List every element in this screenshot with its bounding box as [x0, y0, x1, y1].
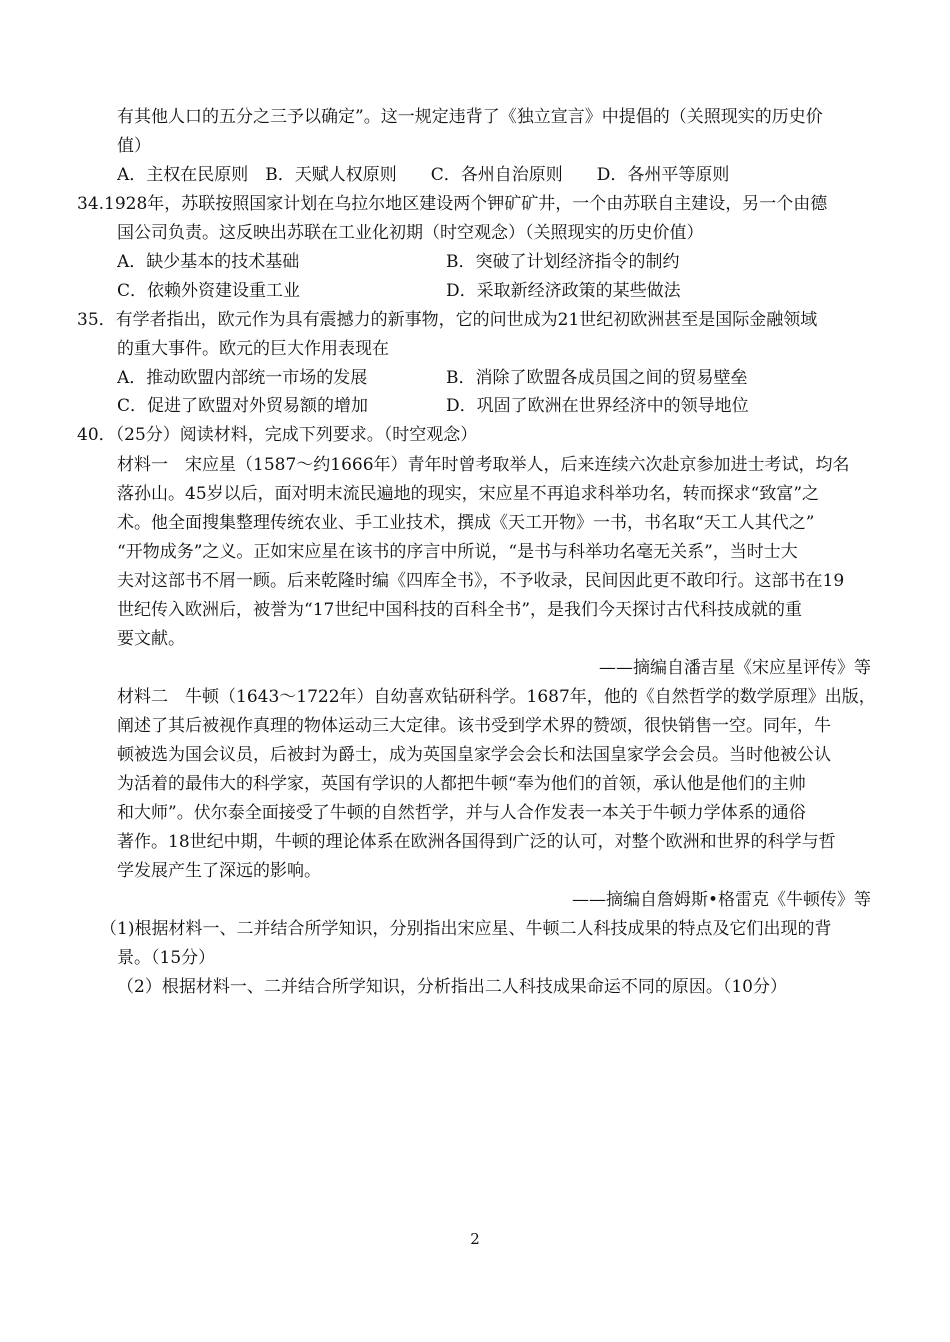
q35-option-a: A．推动欧盟内部统一市场的发展 — [117, 368, 368, 388]
page-number: 2 — [470, 1230, 480, 1248]
q34-stem-line-2: 国公司负责。这反映出苏联在工业化初期（时空观念）（关照现实的历史价值） — [117, 223, 704, 243]
q35-stem-line-1: 35．有学者指出，欧元作为具有震撼力的新事物，它的问世成为21世纪初欧洲甚至是国际金融领域 — [77, 310, 818, 330]
q35-option-d: D．巩固了欧洲在世界经济中的领导地位 — [446, 396, 749, 416]
material-2-line: 阐述了其后被视作真理的物体运动三大定律。该书受到学术界的赞颂，很快销售一空。同年，牛 — [117, 716, 831, 736]
material-2-line: 著作。18世纪中期，牛顿的理论体系在欧洲各国得到广泛的认可，对整个欧洲和世界的科学与哲 — [117, 832, 836, 852]
q35-stem-line-2: 的重大事件。欧元的巨大作用表现在 — [117, 339, 389, 359]
material-1-line: 夫对这部书不屑一顾。后来乾隆时编《四库全书》，不予收录，民间因此更不敢印行。这部书在19 — [117, 571, 845, 591]
material-1-source: ——摘编自潘吉星《宋应星评传》等 — [599, 658, 871, 678]
q34-stem-line-1: 34.1928年，苏联按照国家计划在乌拉尔地区建设两个钾矿矿井，一个由苏联自主建设，另一个由德 — [77, 194, 828, 214]
material-2-source: ——摘编自詹姆斯•格雷克《牛顿传》等 — [571, 890, 871, 910]
q35-option-c: C．促进了欧盟对外贸易额的增加 — [117, 396, 369, 416]
material-2-line: 和大师”。伏尔泰全面接受了牛顿的自然哲学，并与人合作发表一本关于牛顿力学体系的通俗 — [117, 803, 806, 823]
material-2-line: 学发展产生了深远的影响。 — [117, 861, 321, 881]
material-1-line: 世纪传入欧洲后，被誉为“17世纪中国科技的百科全书”，是我们今天探讨古代科技成就的重 — [117, 600, 803, 620]
q34-option-b: B．突破了计划经济指令的制约 — [446, 252, 680, 272]
q33-continuation-line-2: 值） — [117, 136, 151, 156]
material-1-line: 材料一 宋应星（1587～约1666年）青年时曾考取举人，后来连续六次赴京参加进士考试，均名 — [117, 455, 850, 475]
requirement-2: （2）根据材料一、二并结合所学知识，分析指出二人科技成果命运不同的原因。（10分） — [117, 977, 787, 997]
material-1-line: 术。他全面搜集整理传统农业、手工业技术，撰成《天工开物》一书，书名取“天工人其代之” — [117, 513, 815, 533]
material-2-line: 为活着的最伟大的科学家，英国有学识的人都把牛顿“奉为他们的首领，承认他是他们的主帅 — [117, 774, 806, 794]
q34-option-a: A．缺少基本的技术基础 — [117, 252, 300, 272]
requirement-1-line-1: （1)根据材料一、二并结合所学知识，分别指出宋应星、牛顿二人科技成果的特点及它们出现的背 — [100, 919, 832, 939]
material-1-line: “开物成务”之义。正如宋应星在该书的序言中所说，“是书与科举功名毫无关系”，当时士大 — [117, 542, 798, 562]
material-1-line: 要文献。 — [117, 629, 185, 649]
requirement-1-line-2: 景。（15分） — [117, 948, 216, 968]
q35-option-b: B．消除了欧盟各成员国之间的贸易壁垒 — [446, 368, 748, 388]
q40-stem: 40．（25分）阅读材料，完成下列要求。（时空观念） — [77, 425, 478, 445]
q34-option-c: C．依赖外资建设重工业 — [117, 281, 301, 301]
q33-options: A．主权在民原则 B．天赋人权原则 C．各州自治原则 D．各州平等原则 — [117, 165, 730, 185]
q34-option-d: D．采取新经济政策的某些做法 — [446, 281, 681, 301]
material-1-line: 落孙山。45岁以后，面对明末流民遍地的现实，宋应星不再追求科举功名，转而探求“致富”之 — [117, 484, 820, 504]
material-2-line: 材料二 牛顿（1643～1722年）自幼喜欢钻研科学。1687年，他的《自然哲学的数学原理》出版， — [117, 687, 876, 707]
material-2-line: 顿被选为国会议员，后被封为爵士，成为英国皇家学会会长和法国皇家学会会员。当时他被公认 — [117, 745, 831, 765]
q33-continuation-line-1: 有其他人口的五分之三予以确定”。这一规定违背了《独立宣言》中提倡的（关照现实的历史价 — [117, 107, 823, 127]
